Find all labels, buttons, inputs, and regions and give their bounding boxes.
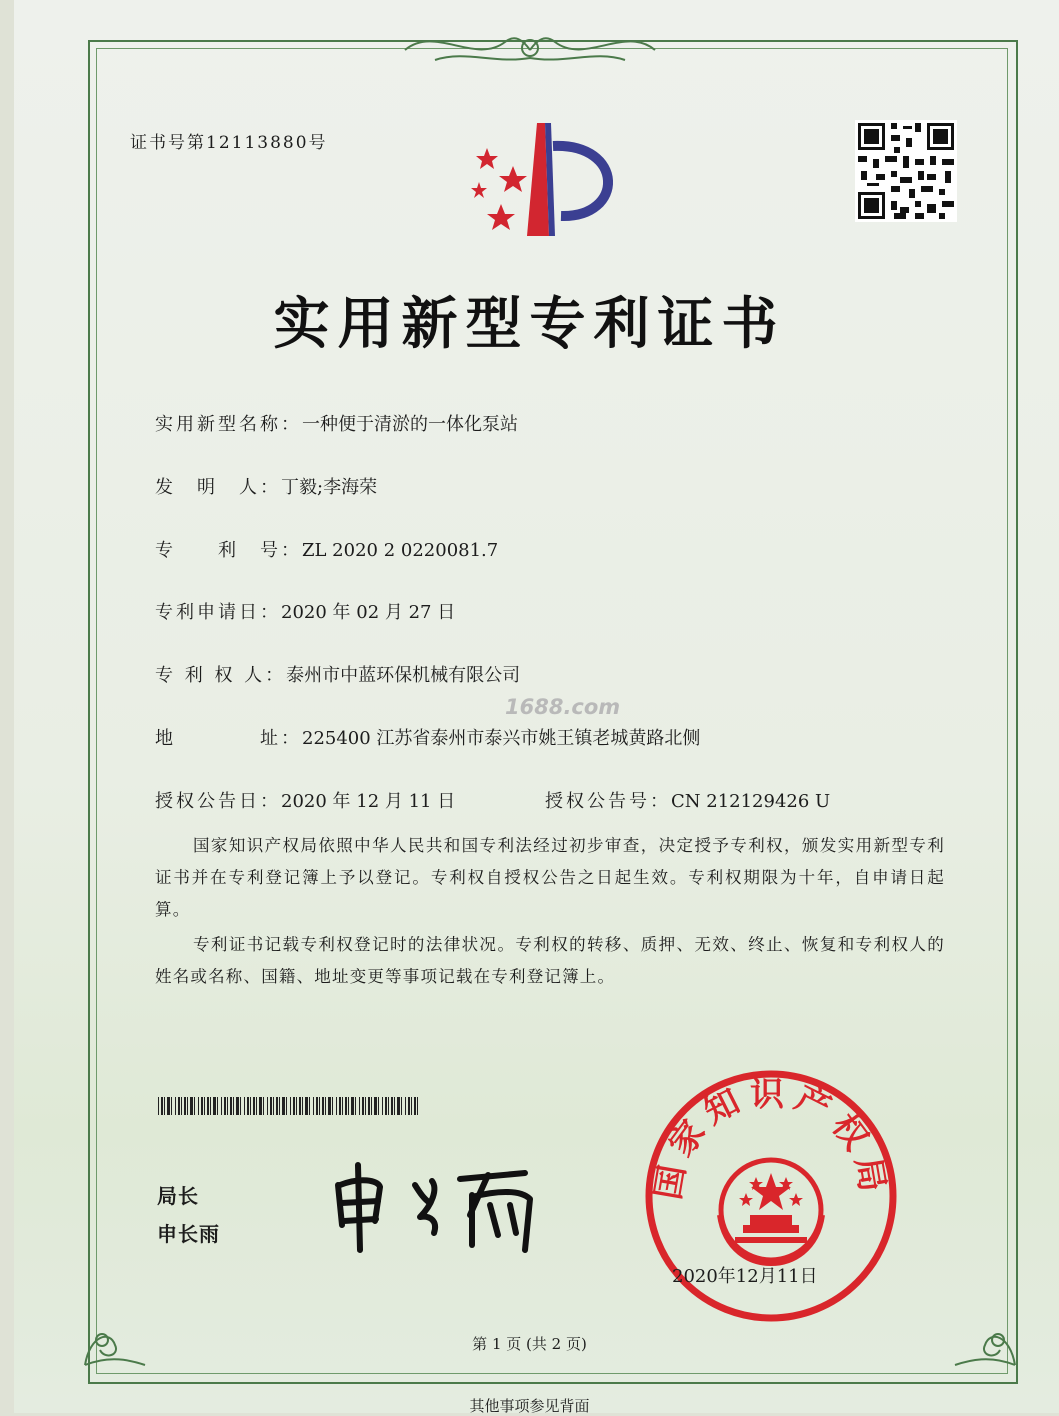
page-note: 其他事项参见背面 <box>469 1397 590 1415</box>
field-value: 225400 江苏省泰州市泰兴市姚王镇老城黄路北侧 <box>302 728 701 749</box>
director-title: 局长 <box>157 1184 199 1208</box>
field-value: ZL 2020 2 0220081.7 <box>302 540 499 561</box>
field-label: 实用新型名称： <box>155 414 302 435</box>
field-label: 授权公告号： <box>545 791 671 812</box>
field-patent-number <box>155 536 498 562</box>
field-value: CN 212129426 U <box>671 791 831 812</box>
paragraph: 专利证书记载专利权登记时的法律状况。专利权的转移、质押、无效、终止、恢复和专利权人的姓名或名称、国籍、地址变更等事项记载在专利登记簿上。 <box>155 935 945 986</box>
field-grant-date <box>155 787 455 813</box>
field-value: 一种便于清淤的一体化泵站 <box>302 414 518 435</box>
field-value: 丁毅;李海荣 <box>281 477 378 498</box>
field-value: 2020 年 12 月 11 日 <box>281 791 456 812</box>
field-label: 专利申请日： <box>155 602 281 623</box>
top-ornament <box>395 20 665 70</box>
svg-text:国家知识产权局: 国家知识产权局 <box>648 1074 894 1203</box>
field-address <box>155 724 700 750</box>
field-application-date <box>155 598 455 624</box>
watermark: 1688.com <box>505 695 621 719</box>
field-label: 发 明 人： <box>155 477 281 498</box>
paragraph: 国家知识产权局依照中华人民共和国专利法经过初步审查，决定授予专利权，颁发实用新型专利证书并在专利登记簿上予以登记。专利权自授权公告之日起生效。专利权期限为十年，自申请日起算。 <box>155 836 945 919</box>
field-value: 泰州市中蓝环保机械有限公司 <box>286 665 521 686</box>
field-grant-number <box>545 787 830 813</box>
cnipa-logo-icon <box>465 118 625 243</box>
field-label: 专 利 号： <box>155 540 302 561</box>
qr-code-icon <box>855 120 957 222</box>
certificate-title: 实用新型专利证书 <box>273 292 786 357</box>
field-label: 地 址： <box>155 728 302 749</box>
certificate-number: 证书号第12113880号 <box>130 133 328 153</box>
seal-date: 2020年12月11日 <box>672 1266 818 1287</box>
certificate-body-text <box>155 830 945 996</box>
field-patent-holder <box>155 661 520 687</box>
field-label: 授权公告日： <box>155 791 281 812</box>
field-value: 2020 年 02 月 27 日 <box>281 602 456 623</box>
page-indicator: 第 1 页 (共 2 页) <box>472 1335 587 1353</box>
field-inventor <box>155 473 377 499</box>
field-design-name <box>155 410 518 436</box>
field-label: 专 利 权 人： <box>155 665 287 686</box>
handwritten-signature <box>320 1155 550 1255</box>
director-name: 申长雨 <box>157 1222 220 1246</box>
barcode-icon <box>158 1097 420 1115</box>
